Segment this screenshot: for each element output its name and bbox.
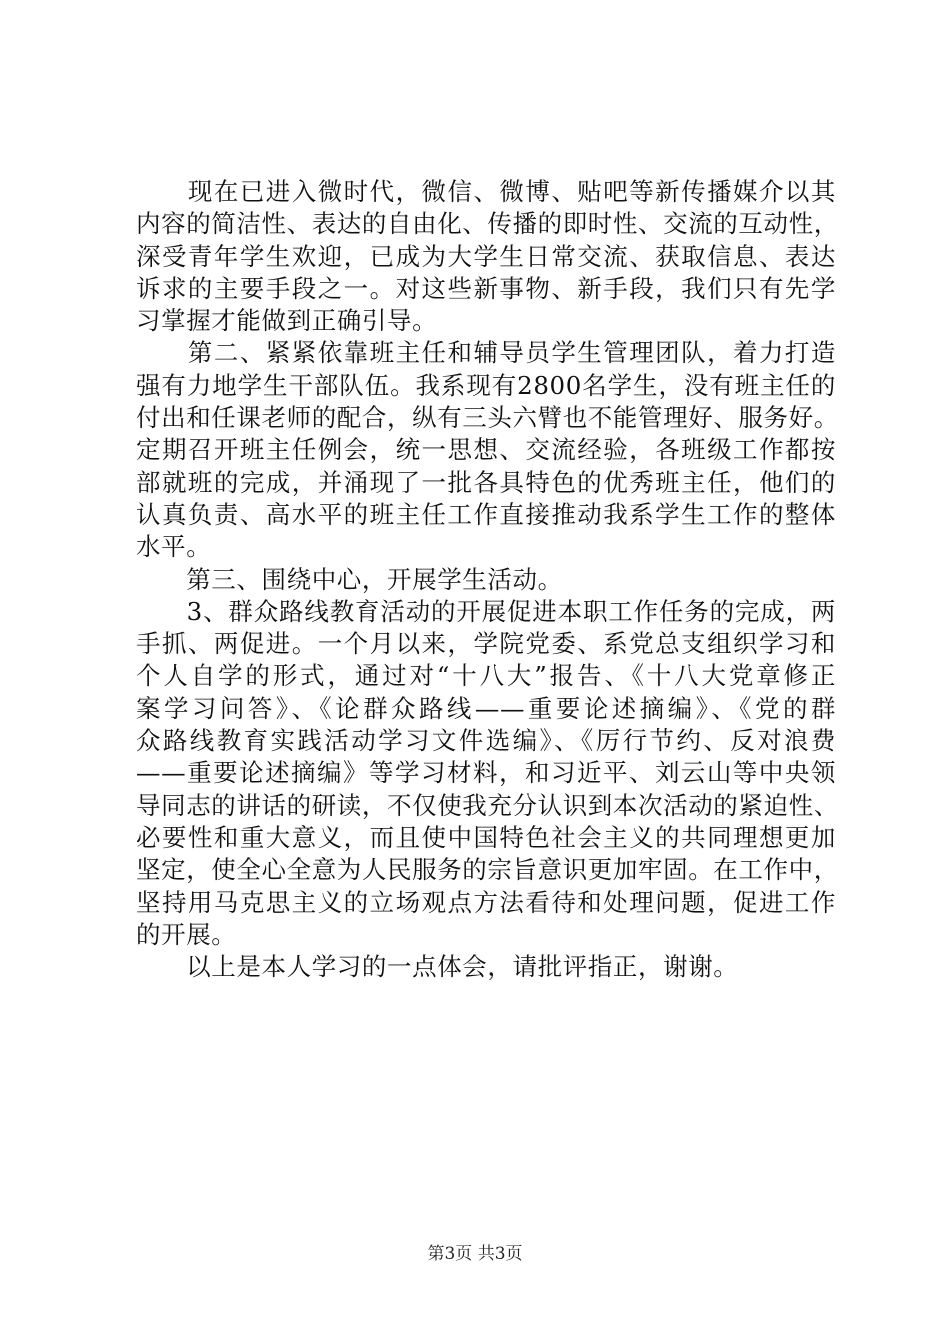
text-line: 3、群众路线教育活动的开展促进本职工作任务的完成，两 [136,596,836,626]
text-line: 深受青年学生欢迎，已成为大学生日常交流、获取信息、表达 [136,241,836,271]
text-line: 定期召开班主任例会，统一思想、交流经验，各班级工作都按 [136,435,836,465]
text-line: 诉求的主要手段之一。对这些新事物、新手段，我们只有先学 [136,273,836,303]
text-line: 手抓、两促进。一个月以来，学院党委、系党总支组织学习和 [136,629,836,659]
text-line: 第二、紧紧依靠班主任和辅导员学生管理团队，着力打造 [136,338,836,368]
text-line: 坚定，使全心全意为人民服务的宗旨意识更加牢固。在工作中， [136,855,839,885]
text-line: 习掌握才能做到正确引导。 [136,306,438,336]
text-line: 导同志的讲话的研读，不仅使我充分认识到本次活动的紧迫性、 [136,790,839,820]
text-line: 第三、围绕中心，开展学生活动。 [136,564,563,594]
text-line: 付出和任课老师的配合，纵有三头六臂也不能管理好、服务好。 [136,403,839,433]
text-line: 内容的简洁性、表达的自由化、传播的即时性、交流的互动性， [136,209,839,239]
page-footer: 第3页 共3页 [427,1244,523,1264]
paragraph [136,564,836,596]
paragraph [136,176,839,337]
paragraph [136,951,836,983]
text-line: 强有力地学生干部队伍。我系现有2800名学生，没有班主任的 [136,370,836,400]
text-line: 案学习问答》、《论群众路线——重要论述摘编》、《党的群 [136,693,836,723]
text-line: ——重要论述摘编》等学习材料，和习近平、刘云山等中央领 [136,758,836,788]
text-line: 必要性和重大意义，而且使中国特色社会主义的共同理想更加 [136,822,836,852]
paragraph [136,337,839,563]
text-line: 水平。 [136,532,212,562]
text-line: 众路线教育实践活动学习文件选编》、《厉行节约、反对浪费 [136,726,836,756]
text-line: 以上是本人学习的一点体会，请批评指正，谢谢。 [136,952,739,982]
text-line: 现在已进入微时代，微信、微博、贴吧等新传播媒介以其 [136,177,836,206]
document-body [136,176,839,983]
text-line: 认真负责、高水平的班主任工作直接推动我系学生工作的整体 [136,499,836,529]
text-line: 部就班的完成，并涌现了一批各具特色的优秀班主任，他们的 [136,467,836,497]
paragraph [136,596,839,951]
text-line: 个人自学的形式，通过对“十八大”报告、《十八大党章修正 [136,661,836,691]
text-line: 坚持用马克思主义的立场观点方法看待和处理问题，促进工作 [136,887,836,917]
text-line: 的开展。 [136,919,237,949]
